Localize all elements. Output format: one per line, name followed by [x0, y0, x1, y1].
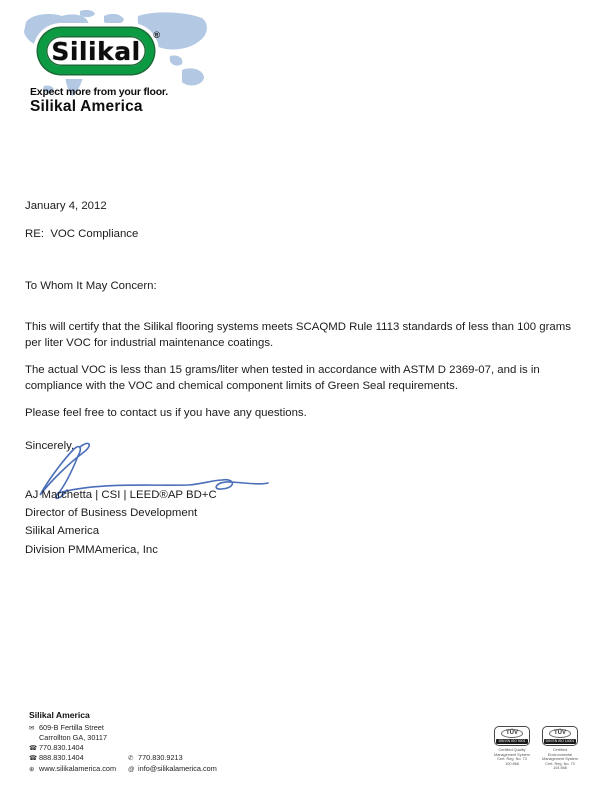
letter-date: January 4, 2012	[25, 200, 107, 212]
iso-standard-label: DIN EN ISO 14001	[545, 739, 575, 743]
tuv-logo-icon: TÜV	[501, 729, 523, 738]
footer-address-line1: ✉ 609-B Fertilla Street	[29, 722, 104, 732]
iso-standard-label: DIN EN ISO 9001	[496, 739, 528, 744]
tuv-iso14001-cert	[542, 726, 578, 771]
signer-title: Director of Business Development	[25, 507, 198, 520]
footer-phone1: ☎ 770.830.1404	[29, 742, 84, 752]
logo-tagline: Expect more from your floor.	[30, 86, 168, 98]
tuv-logo-icon: TÜV	[549, 729, 571, 738]
signer-name: AJ Marchetta | CSI | LEED®AP BD+C	[25, 489, 217, 501]
footer-phone2-fax-row	[29, 753, 217, 764]
certification-marks	[494, 726, 578, 771]
cert-caption: Certified Quality Management System Cert. Reg. No. 73 100 868	[494, 748, 530, 766]
globe-icon: ⊕	[29, 765, 35, 773]
silikal-logo-text: Silikal	[51, 36, 141, 66]
footer-address-line2: Carrollton GA, 30117	[39, 733, 108, 743]
fax-icon: ✆	[128, 755, 134, 763]
letter-closing: Sincerely,	[25, 440, 75, 452]
silikal-logo-badge	[38, 28, 160, 74]
letter-paragraph: Please feel free to contact us if you have any questions.	[25, 407, 307, 419]
footer-contact-block	[29, 711, 217, 775]
signer-division: Division PMMAmerica, Inc	[25, 543, 158, 556]
letter-re-line: RE: VOC Compliance	[25, 228, 139, 240]
footer-phone2: ☎ 888.830.1404	[29, 753, 84, 763]
footer-company-name: Silikal America	[29, 710, 90, 720]
at-icon: @	[128, 765, 135, 773]
phone-icon: ☎	[29, 755, 38, 763]
letter-salutation: To Whom It May Concern:	[25, 280, 157, 292]
letter-paragraph: The actual VOC is less than 15 grams/liter when tested in accordance with ASTM D 2369-07, and is in compliance with the VOC and chemical component limits of Green Seal requirements.	[25, 364, 540, 392]
footer-web-email-row	[29, 764, 217, 775]
signer-company: Silikal America	[25, 525, 100, 538]
footer-website: ⊕ www.silikalamerica.com	[29, 763, 117, 773]
signature-block	[25, 486, 577, 559]
letter-paragraph: This will certify that the Silikal flooring systems meets SCAQMD Rule 1113 standards of less than 100 grams per liter VOC for industrial maintenance coatings.	[25, 321, 571, 349]
footer-email: @ info@silikalamerica.com	[128, 763, 217, 773]
cert-caption: Certified Environmental Management System Cert. Reg. No. 73 104 868	[542, 748, 578, 771]
envelope-icon: ✉	[29, 724, 35, 732]
phone-icon: ☎	[29, 744, 38, 752]
logo-company-name: Silikal America	[30, 98, 143, 115]
registered-trademark-icon: ®	[153, 30, 160, 40]
tuv-iso9001-cert	[494, 726, 530, 771]
footer-fax: ✆ 770.830.9213	[128, 753, 183, 763]
